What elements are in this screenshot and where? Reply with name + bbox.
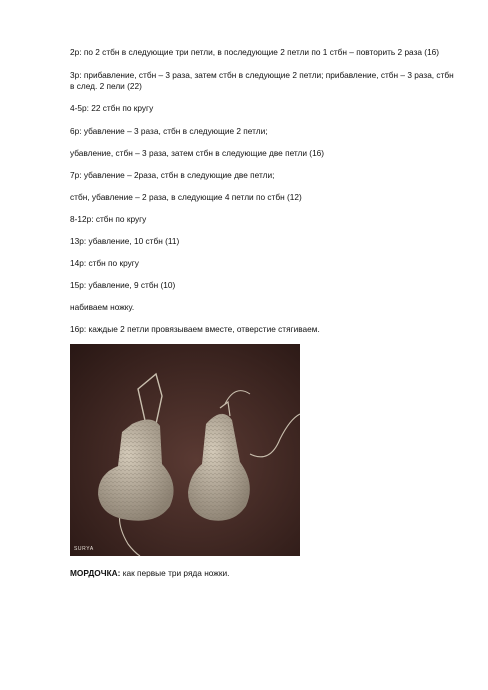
text-line-11: 15р: убавление, 9 стбн (10) xyxy=(70,280,176,290)
text-line-3: 4-5р: 22 стбн по кругу xyxy=(70,103,154,113)
text-line-7: стбн, убавление – 2 раза, в следующие 4 петли по стбн (12) xyxy=(70,192,302,202)
footer-line xyxy=(70,568,460,579)
text-line-5: убавление, стбн – 3 раза, затем стбн в следующие две петли (16) xyxy=(70,148,325,158)
text-line-1: 2р: по 2 стбн в следующие три петли, в последующие 2 петли по 1 стбн – повторить 2 раза (16) xyxy=(70,47,440,57)
text-line-4: 6р: убавление – 3 раза, стбн в следующие 2 петли; xyxy=(70,126,268,136)
photo-watermark: SURYA xyxy=(74,546,94,552)
text-line-10: 14р: стбн по кругу xyxy=(70,258,139,268)
footer-text: как первые три ряда ножки. xyxy=(120,568,230,578)
text-line-6: 7р: убавление – 2раза, стбн в следующие две петли; xyxy=(70,170,275,180)
text-line-2: 3р: прибавление, стбн – 3 раза, затем стбн в следующие 2 петли; прибавление, стбн – 3 раза, стбн в след. 2 пели (22) xyxy=(70,70,454,91)
photo-illustration xyxy=(70,344,300,556)
text-line-9: 13р: убавление, 10 стбн (11) xyxy=(70,236,180,246)
text-line-12: набиваем ножку. xyxy=(70,302,135,312)
crochet-feet-photo xyxy=(70,344,300,556)
footer-bold-label: МОРДОЧКА: xyxy=(70,568,121,578)
text-line-8: 8-12р: стбн по кругу xyxy=(70,214,147,224)
photo-background xyxy=(70,344,300,556)
text-line-13: 16р: каждые 2 петли провязываем вместе, отверстие стягиваем. xyxy=(70,324,320,334)
